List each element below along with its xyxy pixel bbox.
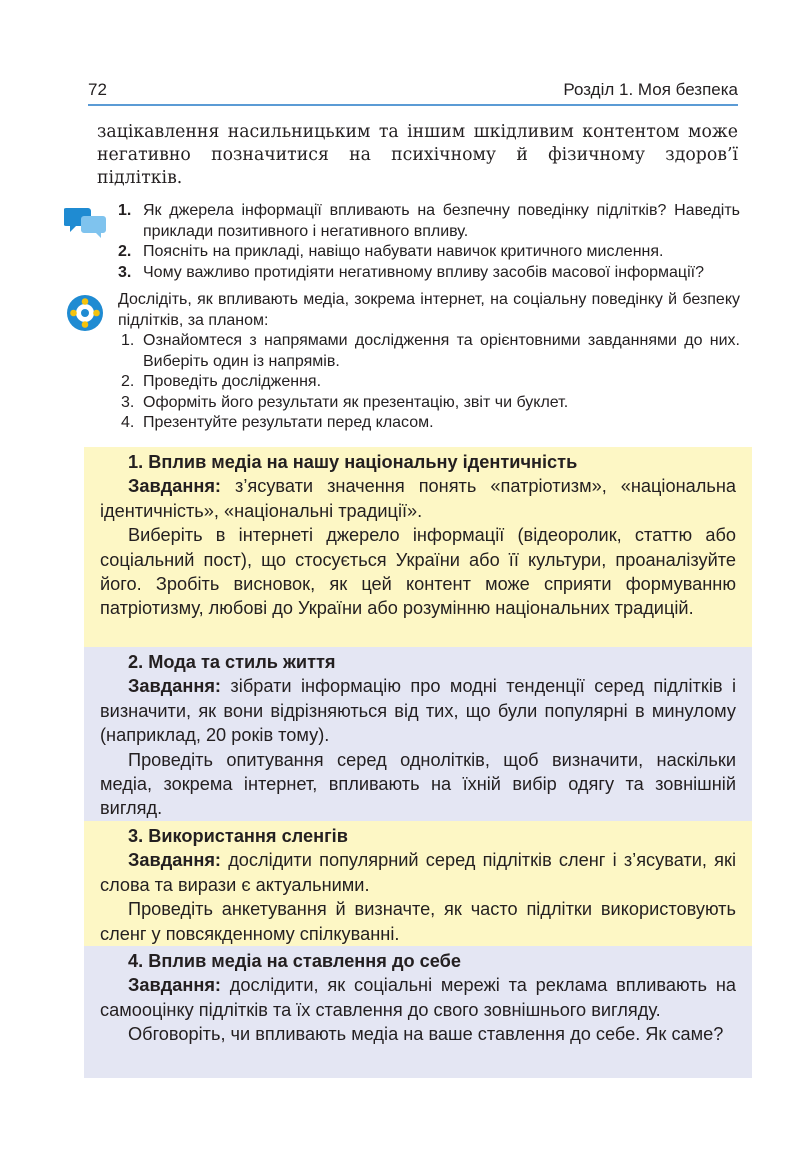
question-text: Поясніть на прикладі, навіщо набувати навичок критичного мислення. (143, 243, 664, 260)
research-text (118, 290, 740, 434)
question-number: 1. (118, 202, 132, 219)
task-text: дослідити популярний серед підлітків сленг і з’ясувати, які слова та вирази є актуальними. (100, 850, 736, 895)
topic-task (100, 848, 736, 897)
page-number: 72 (88, 80, 107, 99)
topic-extra: Проведіть анкетування й визначте, як часто підлітки використовують сленг у повсякденному спілкуванні. (100, 899, 736, 944)
intro-text: зацікавлення насильницьким та іншим шкідливим контентом може негативно позначитися на психічному й фізичному здоров’ї підлітків. (97, 122, 738, 188)
step-number: 2. (121, 373, 135, 390)
section-title: Розділ 1. Моя безпека (563, 80, 738, 99)
step-number: 3. (121, 393, 135, 411)
question-text: Чому важливо протидіяти негативному впливу засобів масової інформації? (143, 263, 704, 281)
step-text: Оформіть його результати як презентацію, звіт чи буклет. (143, 393, 569, 411)
step-text: Презентуйте результати перед класом. (143, 414, 434, 431)
discussion-bubbles-icon (64, 205, 108, 239)
intro-paragraph (97, 121, 738, 190)
research-steps (118, 331, 740, 434)
topic-task (100, 973, 736, 1022)
page-header (88, 78, 738, 106)
topic-box-2 (84, 647, 752, 821)
task-label: Завдання: (128, 676, 221, 697)
topic-box-1 (84, 447, 752, 647)
step-text: Ознайомтеся з напрямами дослідження та орієнтовними завданнями до них. Виберіть один із напрямів. (143, 332, 740, 370)
topic-title: 2. Мода та стиль життя (128, 652, 336, 672)
topic-extra: Проведіть опитування серед однолітків, щоб визначити, наскільки медіа, зокрема інтернет, впливають на їхній вибір одягу та зовнішній вигляд. (100, 749, 736, 819)
task-label: Завдання: (128, 476, 221, 497)
step-number: 1. (121, 332, 135, 349)
topic-extra: Обговоріть, чи впливають медіа на ваше ставлення до себе. Як саме? (128, 1024, 724, 1045)
research-lead: Дослідіть, як впливають медіа, зокрема інтернет, на соціальну поведінку й безпеку підлітків, за планом: (118, 291, 740, 329)
list-item (118, 242, 740, 263)
list-item (118, 372, 740, 393)
topic-extra: Виберіть в інтернеті джерело інформації (відеоролик, статтю або соціальний пост), що стосується України або її культури, проаналізуйте його. Зробіть висновок, як цей контент може сприяти формуванню патріотизму, любові до України або розумінню національних традицій. (100, 525, 736, 619)
task-text: з’ясувати значення понять «патріотизм», «національна ідентичність», «національні традиції». (100, 476, 736, 521)
step-number: 4. (121, 414, 135, 431)
question-number: 3. (118, 263, 132, 281)
task-label: Завдання: (128, 850, 221, 871)
list-item (118, 201, 740, 242)
topic-title: 3. Використання сленгів (128, 826, 348, 846)
task-text: дослідити, як соціальні мережі та реклама впливають на самооцінку підлітків та їх ставлення до свого зовнішнього вигляду. (100, 975, 736, 1020)
step-text: Проведіть дослідження. (143, 373, 322, 390)
topic-title: 4. Вплив медіа на ставлення до себе (128, 951, 461, 971)
question-number: 2. (118, 243, 132, 260)
list-item (118, 263, 740, 284)
topic-box-4 (84, 946, 752, 1078)
question-text: Як джерела інформації впливають на безпечну поведінку підлітків? Наведіть приклади позитивного і негативного впливу. (143, 202, 740, 240)
task-label: Завдання: (128, 975, 221, 996)
topic-title: 1. Вплив медіа на нашу національну ідентичність (128, 452, 578, 472)
list-item (118, 331, 740, 372)
topic-box-3 (84, 821, 752, 946)
group-research-icon (66, 294, 104, 332)
topic-task (100, 474, 736, 523)
questions-list (118, 201, 740, 283)
task-text: зібрати інформацію про модні тенденції серед підлітків і визначити, як вони відрізняються від тих, що були популярні в минулому (наприклад, 20 років тому). (100, 676, 736, 746)
list-item (118, 413, 740, 434)
topic-task (100, 674, 736, 747)
list-item (118, 393, 740, 414)
